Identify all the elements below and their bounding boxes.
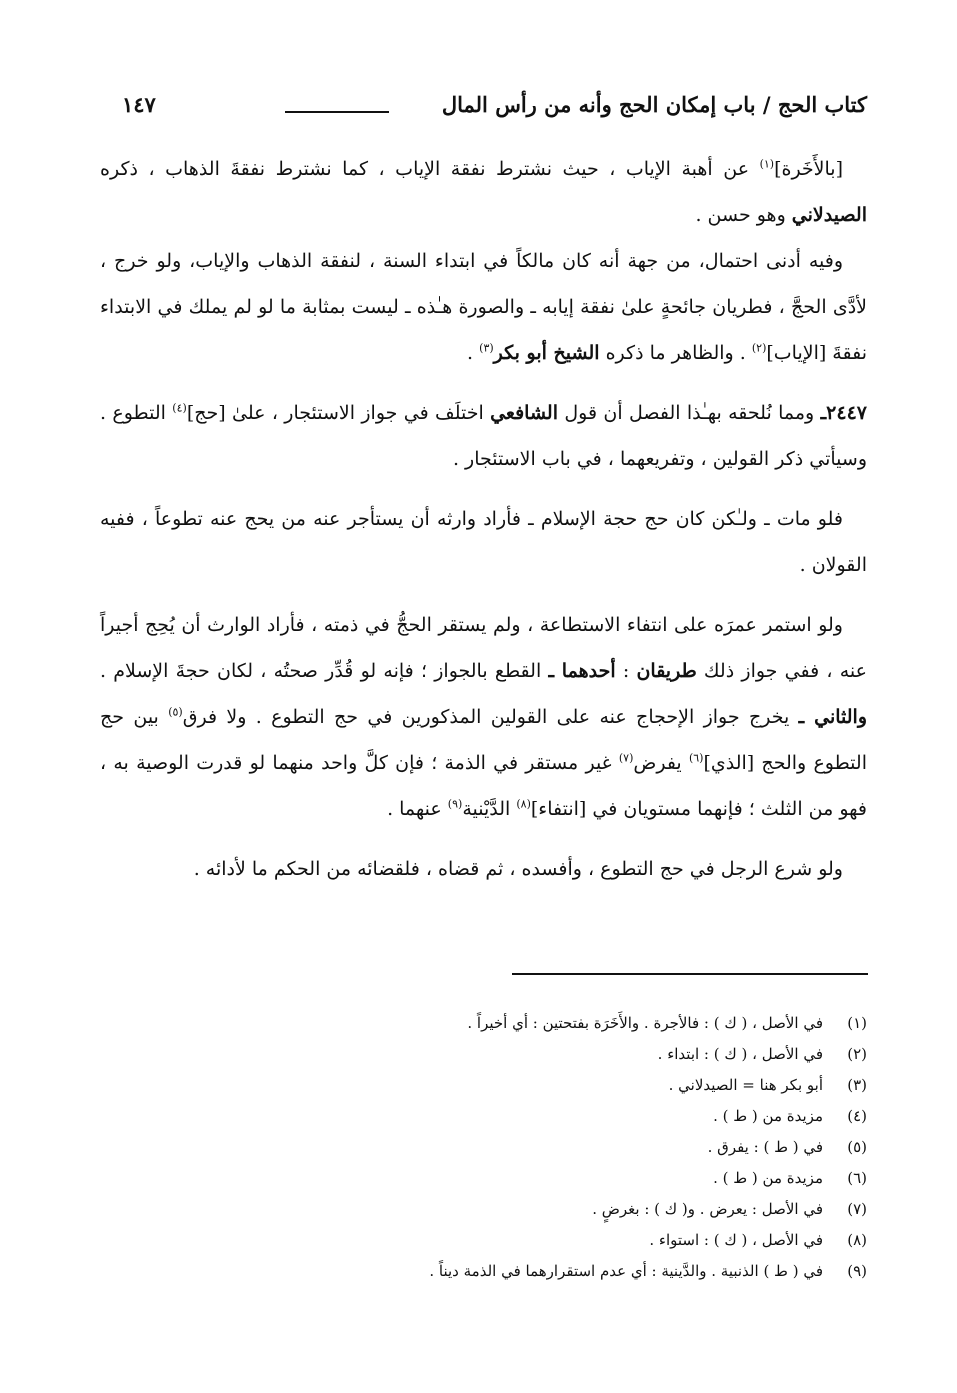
footnote-marker: (٦) [688, 751, 704, 765]
text-run: فلو مات ـ ولـٰكن كان حج حجة الإسلام ـ فأراد وارثه أن يستأجر عنه من يحج عنه تطوعاً ، ففيه القولان . [100, 508, 867, 576]
text-run: يخرج جواز الإحجاج عنه على القولين المذكورين في حج التطوع . ولا فرق [182, 706, 799, 728]
footnote-text: أبو بكر هنا = الصيدلاني . [668, 1076, 823, 1094]
footnote-text: في ( ط ) الذنبية . والدَّينية : أي عدم استقرارهما في الذمة ديناً . [429, 1262, 823, 1280]
bold-text: ٢٤٤٧ـ [820, 402, 867, 424]
paragraph [100, 602, 867, 832]
text-run: القطع بالجواز ؛ فإنه لو قُدِّر صحتُه ، لكان حجةَ الإسلام . [100, 660, 549, 682]
text-run: [بالأَخَرة] [774, 158, 843, 180]
footnote-text: في ( ط ) : يفرق . [707, 1138, 823, 1156]
bold-text: والثاني ـ [798, 706, 867, 728]
footnote [247, 1225, 867, 1256]
footnote-number: (٧) [847, 1200, 867, 1218]
footnote-text: في الأصل ، ( ك ) : فالأجرة . والأَخَرَة بفتحتين : أي أخيراً . [467, 1014, 823, 1032]
text-run: عنهما . [387, 798, 448, 820]
text-run: الدَّيْنية [462, 798, 517, 820]
footnote-number: (١) [847, 1014, 867, 1032]
footnote-number: (٨) [847, 1231, 867, 1249]
footnote-text: في الأصل ، ( ك ) : ابتداء . [657, 1045, 823, 1063]
footnote-marker: (٧) [618, 751, 634, 765]
footnote-marker: (٤) [172, 401, 187, 415]
footnote [247, 1256, 867, 1287]
footnote-number: (٤) [847, 1107, 867, 1125]
footnote-number: (٢) [847, 1045, 867, 1063]
footnote [247, 1070, 867, 1101]
footnote-number: (٥) [847, 1138, 867, 1156]
footnotes [247, 1008, 867, 1287]
paragraph [100, 496, 867, 588]
header-rule [285, 111, 389, 113]
footnote-marker: (٥) [168, 705, 183, 719]
footnote-marker: (١) [759, 157, 775, 171]
paragraph [100, 846, 867, 892]
paragraph [100, 146, 867, 238]
paragraph [100, 238, 867, 376]
main-text [100, 146, 867, 892]
footnote-text: في الأصل ، ( ك ) : استواء . [649, 1231, 823, 1249]
text-run: : [615, 660, 637, 682]
text-run: وهو حسن . [695, 204, 792, 226]
text-run: وفيه أدنى احتمال، من جهة أنه كان مالكاً في ابتداء السنة ، لنفقة الذهاب والإياب، ولو خرج ، لأدَّى الحجَّ ، فطريان جائحةٍ علىٰ نفقة إيابه ـ والصورة هـٰذه ـ ليست بمثابة ما لو لم يملك في الابتداء نفقةَ [الإياب] [100, 250, 867, 364]
text-run: غير مستقر في الذمة ؛ فإن كلَّ واحد منهما لو قدرت الوصية به ، فهو من الثلث ؛ فإنهما مستويان في [انتفاء] [100, 752, 867, 820]
bold-text: الصيدلاني [791, 204, 867, 226]
text-run: ومما نُلحقه بهـٰذا الفصل أن قول [558, 402, 821, 424]
footnote [247, 1132, 867, 1163]
text-run: عن أهبة الإياب ، حيث نشترط نفقة الإياب ، كما نشترط نفقةَ الذهاب ، ذكره [100, 158, 760, 180]
text-run: التطوع . وسيأتي ذكر القولين ، وتفريعهما ، في باب الاستئجار . [100, 402, 867, 470]
footnote-marker: (٣) [479, 341, 494, 355]
running-header [100, 92, 867, 128]
footnote-text: مزيدة من ( ط ) . [713, 1107, 823, 1125]
text-run: يفرض [633, 752, 689, 774]
text-run: بين حج التطوع والحج [الذي] [100, 706, 867, 774]
footnote [247, 1101, 867, 1132]
footnote-separator [512, 973, 868, 975]
footnote [247, 1008, 867, 1039]
bold-text: الشافعي [490, 402, 558, 424]
footnote [247, 1194, 867, 1225]
footnote-number: (٩) [847, 1262, 867, 1280]
bold-text: طريقان [636, 660, 697, 682]
footnote-number: (٣) [847, 1076, 867, 1094]
page-number: ١٤٧ [122, 92, 156, 117]
text-run: اختلَف في جواز الاستئجار ، علىٰ [حج] [186, 402, 491, 424]
footnote-marker: (٢) [751, 341, 767, 355]
text-run: ولو استمر عمرَه على انتفاء الاستطاعة ، ولم يستقر الحجُّ في ذمته ، فأراد الوارث أن يُحِج أجيراً عنه ، ففي جواز ذلك [100, 614, 867, 682]
text-run: . [467, 342, 480, 364]
footnote [247, 1163, 867, 1194]
footnote-marker: (٩) [447, 797, 463, 811]
footnote-number: (٦) [847, 1169, 867, 1187]
footnote-marker: (٨) [516, 797, 531, 811]
text-run: ولو شرع الرجل في حج التطوع ، وأفسده ، ثم قضاه ، فلقضائه من الحكم ما لأدائه . [193, 858, 843, 880]
header-title: كتاب الحج / باب إمكان الحج وأنه من رأس المال [441, 92, 867, 117]
text-run: . والظاهر ما ذكره [599, 342, 752, 364]
footnote-text: في الأصل : يعرض . و( ك ) : بغرضٍ . [592, 1200, 823, 1218]
bold-text: الشيخ أبو بكر [493, 342, 600, 364]
paragraph [100, 390, 867, 482]
footnote-text: مزيدة من ( ط ) . [713, 1169, 823, 1187]
bold-text: أحدهما ـ [548, 660, 616, 682]
footnote [247, 1039, 867, 1070]
